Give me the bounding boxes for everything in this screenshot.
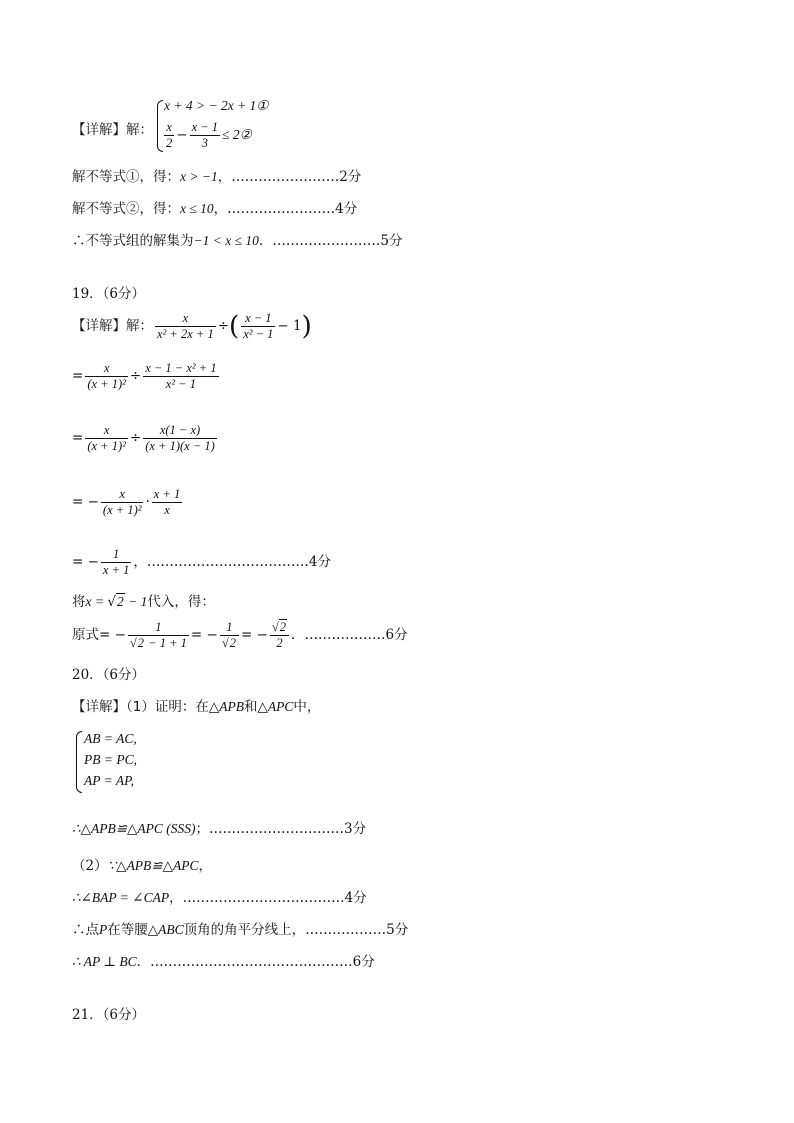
p20-system-brace [76,731,82,793]
p19-step4: = − $\frac{1}{x + 1}$ ，………………………………4分 [72,547,331,577]
p18-line1: 解不等式①，得：x > −1，……………………2分 [72,169,362,185]
p20-intro: 【详解】（1）证明：在△APB和△APC中， [72,699,321,715]
p20-heading: 20．（6分） [72,667,146,683]
p18-line3: ∴不等式组的解集为−1 < x ≤ 10．……………………5分 [72,233,403,249]
p20-conclusion2: ∴∠BAP = ∠CAP，………………………………4分 [72,890,367,906]
p18-ineq1: x + 4 > − 2x + 1① [164,98,269,113]
p18-line2: 解不等式②，得：x ≤ 10，……………………4分 [72,201,358,217]
p19-step1: = $\frac{x}{\text{(x + 1)²}}$ ÷ $\frac{\text{x − 1 − x² + 1}}{\text{x² − 1}}$ [72,361,217,391]
p20-conclusion3: ∴点P在等腰△ABC顶角的角平分线上，………………5分 [72,922,409,938]
p20-conclusion1: ∴△APB≌△APC (SSS)；…………………………3分 [72,821,367,837]
p19-heading: 19．（6分） [72,286,146,302]
p20-sys3: AP = AP, [84,773,134,788]
p20-part2: （2）∵△APB≌△APC， [72,858,212,874]
p18-detail-label: 【详解】解： [72,122,153,138]
p19-substitute: 将x = √2 − 1代入，得： [72,594,215,610]
p19-step2: = $\frac{x}{\text{(x + 1)²}}$ ÷ $\frac{x(1 - x)}{(x + 1)(x - 1)}$ [72,423,215,453]
p20-sys1: AB = AC, [84,731,137,746]
p18-ineq2: $\frac{x}{2}$ − $\frac{x - 1}{3}$ ≤ 2② [166,120,252,150]
p20-sys2: PB = PC, [84,752,137,767]
p19-expression: 【详解】解： $\frac{x}{\text{x² + 2x + 1}}$ ÷( $\frac{x - 1}{\text{x² − 1}}$ − 1) [72,311,312,342]
p19-final: 原式= − $\frac{1}{√2 - 1 + 1}$ = − $\frac{1}{√2}$ = − $\frac{√2}{2}$ ．………………6分 [72,620,408,650]
p21-heading: 21．（6分） [72,1007,146,1023]
p19-step3: = − $\frac{x}{\text{(x + 1)²}}$ · $\frac{x + 1}{x}$ [72,487,181,517]
p20-conclusion4: ∴ AP ⊥ BC．………………………………………6分 [72,954,375,970]
